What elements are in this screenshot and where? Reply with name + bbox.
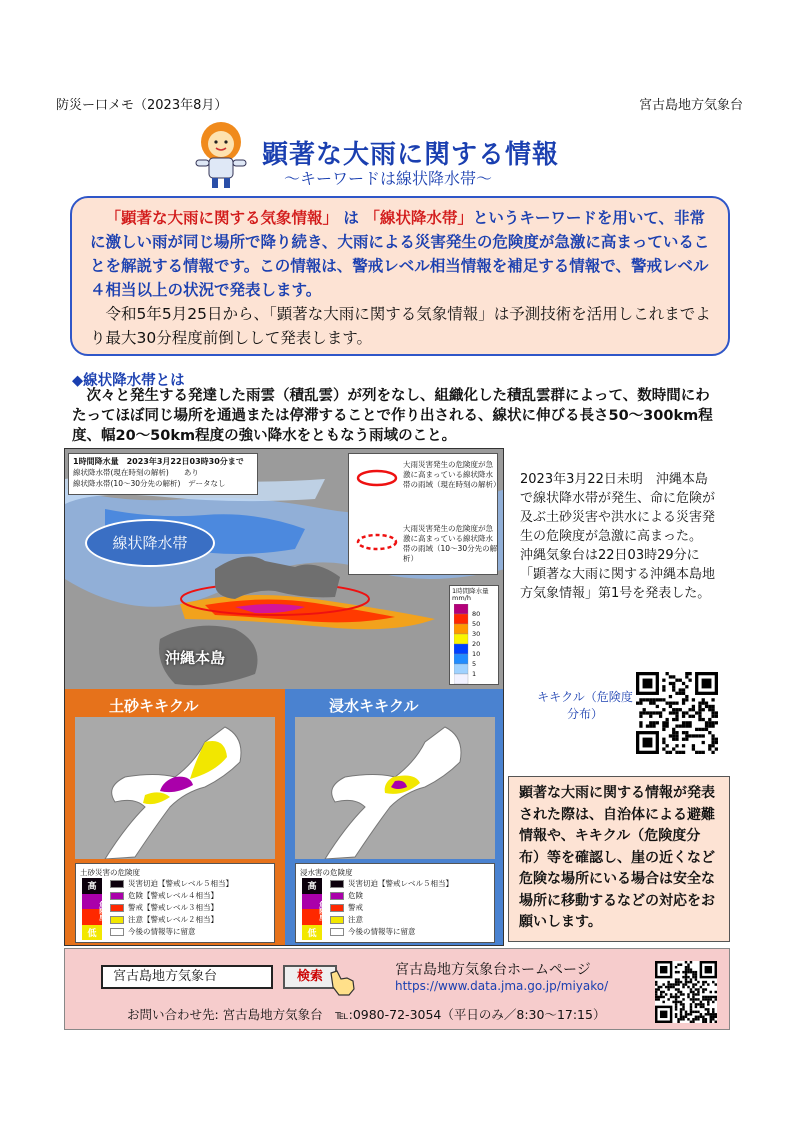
legend-swatch: [110, 880, 124, 888]
scale-swatch: [454, 614, 468, 624]
risk-low-label: 低: [87, 929, 97, 939]
legend-row: [110, 878, 233, 890]
kikikuru-label: キキクル（危険度分布）: [537, 690, 633, 721]
flood-legend-rows: [330, 878, 453, 938]
scale-tick-label: 10: [472, 650, 481, 658]
legend-label: 災害切迫【警戒レベル５相当】: [348, 879, 453, 888]
flood-legend-title: 浸水害の危険度: [300, 868, 353, 877]
sun-mascot-icon: [192, 120, 250, 190]
homepage-qr-code[interactable]: [655, 961, 717, 1023]
page-subtitle: ～キーワードは線状降水帯～: [284, 169, 493, 188]
landslide-legend-title: 土砂災害の危険度: [80, 868, 140, 877]
legend-row: [110, 926, 233, 938]
scale-swatch: [454, 644, 468, 654]
event-text-2: 沖縄気象台は22日03時29分に「顕著な大雨に関する沖縄本島地方気象情報」第1号を発表した。: [520, 548, 716, 601]
scale-swatch: [454, 624, 468, 634]
band-legend-dashed: 大雨災害発生の危険度が急激に高まっている線状降水帯の雨域（10～30分先の解析）: [403, 524, 498, 563]
summary-paragraph-2: 令和5年5月25日から、「顕著な大雨に関する気象情報」は予測技術を活用しこれまでより最大30分程度前倒しして発表します。: [90, 305, 711, 347]
legend-label: 注意: [348, 915, 363, 924]
scale-tick-label: 30: [472, 630, 481, 638]
legend-label: 危険: [348, 891, 363, 900]
legend-row: [330, 902, 453, 914]
flood-map: [295, 717, 495, 859]
radar-legend-title: 1時間降水量 2023年3月22日03時30分まで: [73, 457, 244, 466]
legend-swatch: [110, 904, 124, 912]
band-legend-solid: 大雨災害発生の危険度が急激に高まっている線状降水帯の雨域（現在時刻の解析）: [403, 460, 501, 489]
definition-heading: ◆線状降水帯とは: [72, 373, 185, 389]
radar-figure: [64, 448, 504, 946]
flood-title: 浸水キキクル: [329, 697, 419, 715]
action-notice: 顕著な大雨に関する情報が発表された際は、自治体による避難情報や、キキクル（危険度分布）等を確認し、崖の近くなど危険な場所にいる場合は安全な場所に移動するなどの対応をお願いします。: [508, 776, 730, 942]
legend-swatch: [330, 928, 344, 936]
legend-label: 今後の情報等に留意: [128, 927, 196, 936]
dashed-ellipse-icon: [355, 532, 399, 552]
radar-legend-row: 線状降水帯(現在時刻の解析) あり: [73, 468, 199, 477]
legend-label: 警戒: [348, 903, 363, 912]
landslide-title: 土砂キキクル: [109, 697, 199, 715]
summary-text: というキーワードを用いて、非常に激しい雨が同じ場所で降り続き、大雨による災害発生の危険度が急激に高まっていることを解説する情報です。この情報は、警戒レベル相当情報を補足する情報で、警戒レベル４相当以上の状況で発表します。: [90, 209, 710, 299]
legend-label: 注意【警戒レベル２相当】: [128, 915, 218, 924]
scale-swatch: [454, 634, 468, 644]
risk-low-label: 低: [307, 929, 317, 939]
scale-swatch: [454, 654, 468, 664]
solid-ellipse-icon: [355, 468, 399, 488]
summary-box: [70, 196, 730, 356]
legend-swatch: [110, 892, 124, 900]
legend-row: [330, 926, 453, 938]
page-title: 顕著な大雨に関する情報: [262, 140, 560, 170]
search-input[interactable]: 宮古島地方気象台: [101, 965, 273, 989]
kikikuru-qr-code[interactable]: [636, 672, 718, 754]
flood-legend: [295, 863, 495, 943]
radar-legend: [68, 453, 258, 495]
legend-label: 危険【警戒レベル４相当】: [128, 891, 218, 900]
legend-swatch: [330, 904, 344, 912]
risk-label: 危険度: [318, 901, 326, 921]
definition-body: 次々と発生する発達した雨雲（積乱雲）が列をなし、組織化した積乱雲群によって、数時間にわたってほぼ同じ場所を通過または停滞することで作り出される、線状に伸びる長さ50～300km程度、幅20～50km程度の強い降水をともなう雨域のこと。: [72, 388, 713, 444]
event-text-1: 2023年3月22日未明 沖縄本島で線状降水帯が発生、命に危険が及ぶ土砂災害や洪水による災害発生の危険度が急激に高まった。: [520, 472, 716, 544]
summary-paragraph-1: [90, 206, 714, 302]
precip-scale: [449, 585, 499, 685]
scale-swatch: [454, 604, 468, 614]
legend-row: [110, 914, 233, 926]
precip-scale-bar: [454, 604, 496, 684]
landslide-legend-rows: [110, 878, 233, 938]
legend-swatch: [330, 880, 344, 888]
memo-header: 防災ー口メモ（2023年8月）: [56, 98, 228, 113]
senjo-callout: 線状降水帯: [85, 519, 215, 567]
scale-tick-label: 20: [472, 640, 481, 648]
legend-swatch: [110, 916, 124, 924]
precip-scale-title: 1時間降水量 mm/h: [452, 587, 489, 602]
risk-label: 危険度: [98, 901, 106, 921]
risk-bar: [302, 878, 326, 940]
legend-row: [110, 890, 233, 902]
legend-row: [330, 878, 453, 890]
risk-high-label: 高: [87, 882, 97, 892]
flood-panel: [285, 689, 504, 946]
scale-tick-label: 1: [472, 670, 477, 678]
event-description: [520, 470, 720, 603]
legend-label: 今後の情報等に留意: [348, 927, 416, 936]
contact-info: お問い合わせ先: 宮古島地方気象台 ℡:0980-72-3054（平日のみ／8:30～17:15）: [127, 1007, 606, 1022]
search-button[interactable]: 検索: [283, 965, 337, 989]
office-name: 宮古島地方気象台: [638, 98, 743, 113]
legend-row: [330, 890, 453, 902]
legend-swatch: [330, 892, 344, 900]
radar-legend-row: 線状降水帯(10～30分先の解析) データなし: [73, 479, 226, 488]
homepage-url[interactable]: https://www.data.jma.go.jp/miyako/: [395, 979, 609, 993]
scale-tick-label: 5: [472, 660, 477, 668]
landslide-map: [75, 717, 275, 859]
homepage-title: 宮古島地方気象台ホームページ: [395, 962, 591, 978]
okinawa-label: 沖縄本島: [165, 649, 226, 667]
legend-label: 災害切迫【警戒レベル５相当】: [128, 879, 233, 888]
scale-tick-label: 50: [472, 620, 481, 628]
keyword-senjo: 「線状降水帯」: [364, 209, 473, 227]
scale-tick-label: 80: [472, 610, 481, 618]
legend-row: [110, 902, 233, 914]
risk-bar: [82, 878, 106, 940]
summary-particle: は: [343, 209, 359, 227]
scale-swatch: [454, 664, 468, 674]
landslide-panel: [65, 689, 285, 946]
landslide-legend: [75, 863, 275, 943]
band-legend: [348, 453, 501, 575]
legend-label: 警戒【警戒レベル３相当】: [128, 903, 218, 912]
footer-box: [64, 948, 730, 1030]
keyword-info-name: 「顕著な大雨に関する気象情報」: [105, 209, 339, 227]
legend-swatch: [110, 928, 124, 936]
risk-high-label: 高: [307, 882, 317, 892]
pointing-hand-icon: [327, 969, 357, 997]
legend-row: [330, 914, 453, 926]
scale-swatch: [454, 674, 468, 684]
legend-swatch: [330, 916, 344, 924]
